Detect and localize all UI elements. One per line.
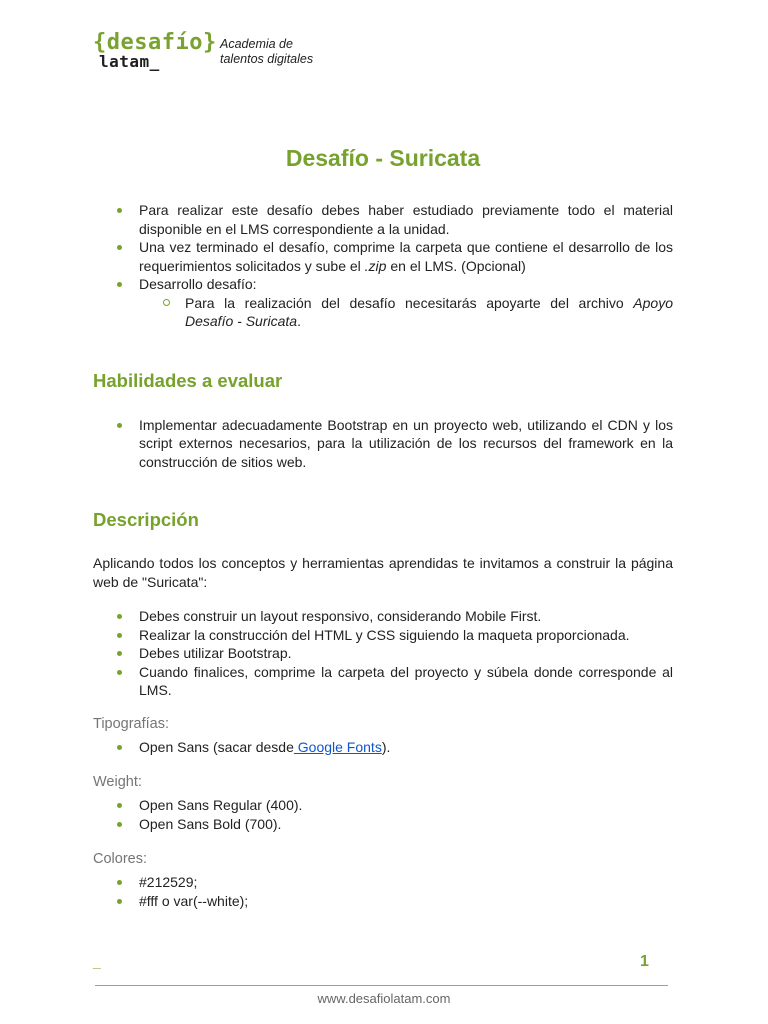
list-item: Open Sans Regular (400). xyxy=(139,796,673,815)
zip-emphasis: .zip xyxy=(364,257,387,274)
list-item-text: Open Sans (sacar desde xyxy=(139,738,294,755)
list-item xyxy=(139,238,673,275)
list-item: Cuando finalices, comprime la carpeta del proyecto y súbela donde corresponde al LMS. xyxy=(139,663,673,698)
page-number: 1 xyxy=(640,953,649,970)
google-fonts-link[interactable]: Google Fonts xyxy=(293,738,382,755)
list-item xyxy=(139,275,673,331)
weight-list xyxy=(93,796,673,833)
description-heading: Descripción xyxy=(93,509,199,530)
list-item-text: Desarrollo desafío: xyxy=(139,276,257,292)
colors-list xyxy=(93,873,673,910)
skills-heading: Habilidades a evaluar xyxy=(93,369,283,391)
list-item: Implementar adecuadamente Bootstrap en un proyecto web, utilizando el CDN y los script externos necesarios, para la utilización de los recursos del framework en la construcción de sitios web. xyxy=(139,416,673,470)
list-item-text: Para la realización del desafío necesitarás apoyarte del archivo xyxy=(185,294,634,311)
list-item-text: ). xyxy=(381,738,391,755)
list-item: Para realizar este desafío debes haber estudiado previamente todo el material disponible en el LMS correspondiente a la unidad. xyxy=(139,202,673,237)
list-item: Realizar la construcción del HTML y CSS siguiendo la maqueta proporcionada. xyxy=(139,626,673,645)
typography-list xyxy=(93,738,673,757)
list-item: Debes construir un layout responsivo, considerando Mobile First. xyxy=(139,607,673,626)
list-item: Open Sans Bold (700). xyxy=(139,815,673,834)
footer-divider xyxy=(95,985,668,986)
typography-label: Tipografías: xyxy=(93,715,170,732)
list-item-text: . xyxy=(297,313,301,329)
logo-wordmark: {desafío} xyxy=(93,30,217,55)
list-item-text: en el LMS. (Opcional) xyxy=(386,257,526,274)
weight-label: Weight: xyxy=(93,774,142,790)
logo-tagline xyxy=(220,37,313,67)
intro-list xyxy=(93,201,673,331)
footer-url: www.desafiolatam.com xyxy=(317,991,451,1006)
document-body xyxy=(93,140,673,910)
list-item: #212529; xyxy=(139,873,673,892)
colors-label: Colores: xyxy=(93,851,147,867)
list-item xyxy=(139,738,673,757)
file-name-emphasis: Apoyo Desafío - Suricata xyxy=(185,294,673,329)
sub-list-item xyxy=(185,294,673,331)
description-list xyxy=(93,607,673,700)
skills-list xyxy=(93,416,673,472)
description-paragraph: Aplicando todos los conceptos y herramientas aprendidas te invitamos a construir la página web de "Suricata": xyxy=(93,555,673,590)
list-item: #fff o var(--white); xyxy=(139,892,673,911)
tagline-line-2: talentos digitales xyxy=(220,52,314,66)
sub-list xyxy=(139,294,673,331)
tagline-line-1: Academia de xyxy=(220,37,293,51)
list-item-text: Una vez terminado el desafío, comprime la carpeta que contiene el desarrollo de los requerimientos solicitados y sube el xyxy=(139,239,673,274)
page-title: Desafío - Suricata xyxy=(285,145,481,171)
footer-dash: _ xyxy=(93,954,101,970)
list-item: Debes utilizar Bootstrap. xyxy=(139,644,673,663)
logo-latam: latam_ xyxy=(99,52,160,71)
